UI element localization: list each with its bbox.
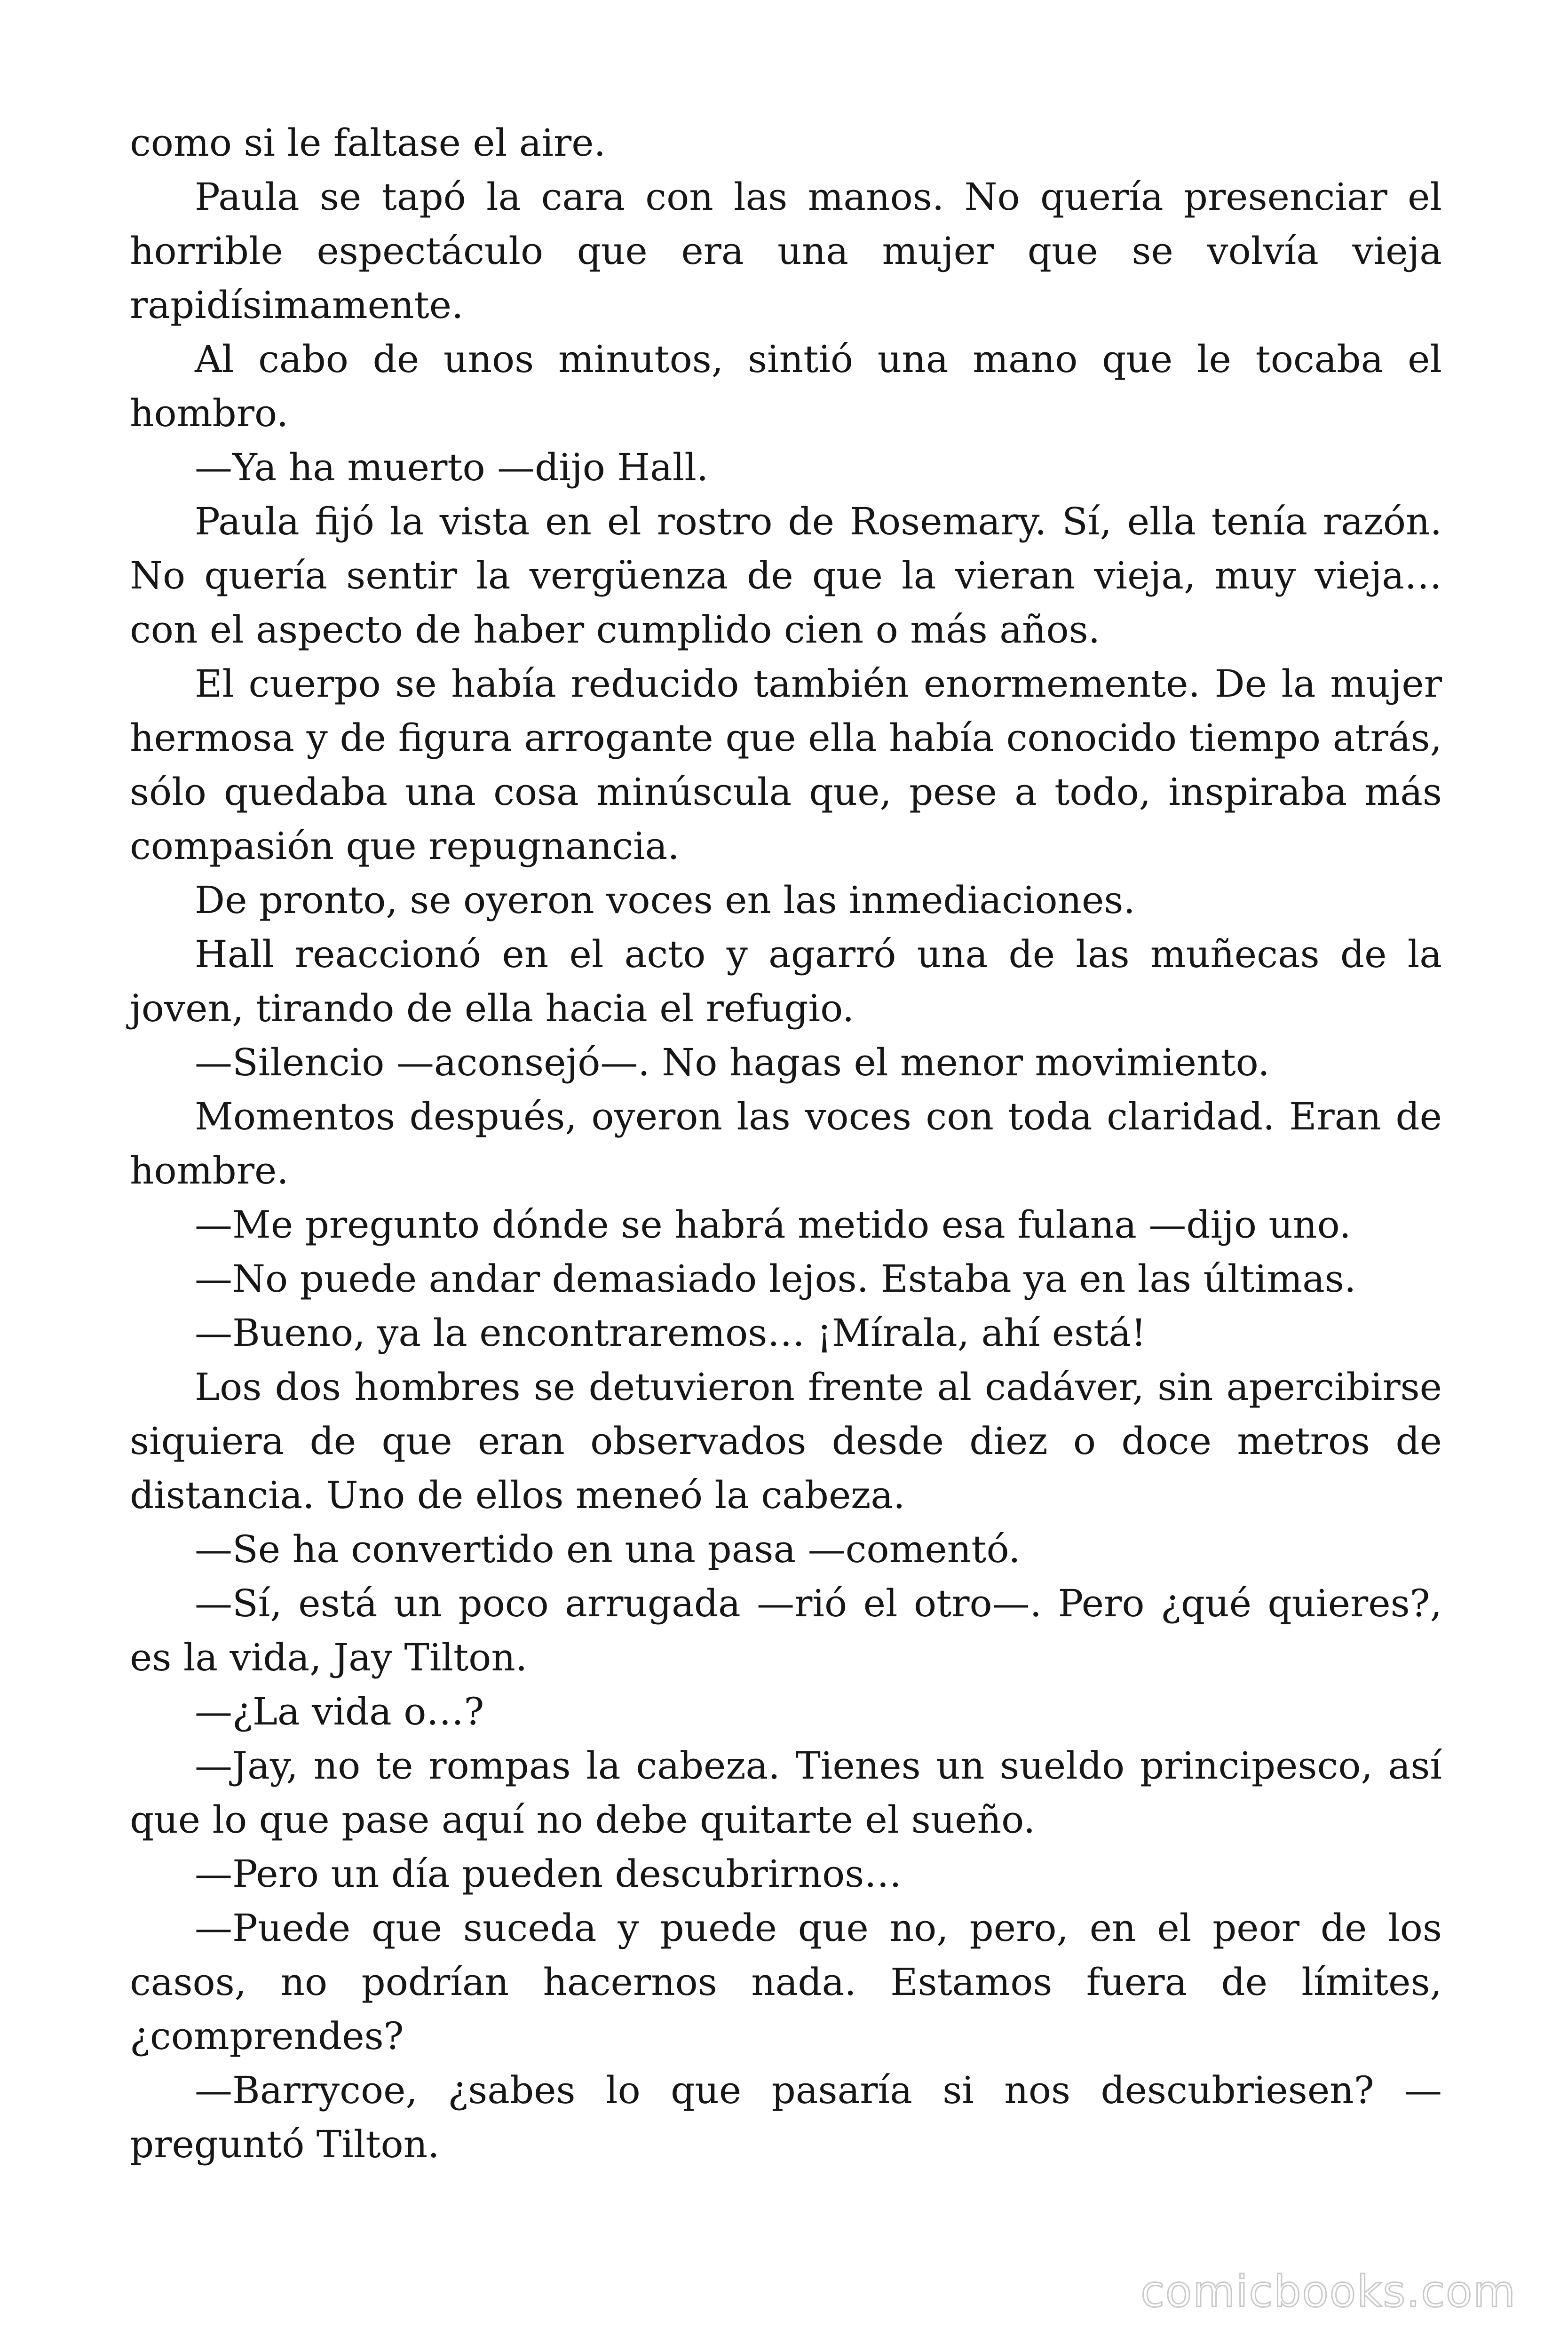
paragraph: —Bueno, ya la encontraremos… ¡Mírala, ahí está! [195, 1311, 1147, 1355]
paragraph: —Se ha convertido en una pasa —comentó. [195, 1527, 1021, 1571]
paragraph: Paula fijó la vista en el rostro de Rosemary. Sí, ella tenía razón. No quería sentir la vergüenza de que la vieran vieja, muy vieja… con el aspecto de haber cumplido cien o más años. [130, 500, 1442, 652]
paragraph: Al cabo de unos minutos, sintió una mano que le tocaba el hombro. [130, 337, 1442, 435]
paragraph: —Pero un día pueden descubrirnos… [195, 1852, 902, 1896]
paragraph: El cuerpo se había reducido también enormemente. De la mujer hermosa y de figura arrogante que ella había conocido tiempo atrás, sólo quedaba una cosa minúscula que, pese a todo, inspiraba más compasión que repugnancia. [130, 662, 1442, 868]
page-body-text [130, 116, 1442, 2171]
paragraph: —Jay, no te rompas la cabeza. Tienes un sueldo principesco, así que lo que pase aquí no debe quitarte el sueño. [130, 1744, 1442, 1842]
paragraph: —Barrycoe, ¿sabes lo que pasaría si nos descubriesen? — preguntó Tilton. [130, 2068, 1442, 2166]
watermark: comicbooks.com [1140, 2266, 1516, 2317]
paragraph: —Me pregunto dónde se habrá metido esa fulana —dijo uno. [195, 1203, 1351, 1247]
paragraph: —Ya ha muerto —dijo Hall. [195, 445, 709, 489]
paragraph: —Puede que suceda y puede que no, pero, en el peor de los casos, no podrían hacernos nada. Estamos fuera de límites, ¿comprendes? [130, 1906, 1442, 2058]
paragraph: —No puede andar demasiado lejos. Estaba ya en las últimas. [195, 1257, 1356, 1301]
paragraph: —Sí, está un poco arrugada —rió el otro—. Pero ¿qué quieres?, es la vida, Jay Tilton. [130, 1581, 1442, 1679]
paragraph: Hall reaccionó en el acto y agarró una de las muñecas de la joven, tirando de ella hacia el refugio. [130, 932, 1442, 1030]
paragraph: —¿La vida o…? [195, 1690, 484, 1733]
paragraph: De pronto, se oyeron voces en las inmediaciones. [195, 878, 1135, 922]
paragraph: Paula se tapó la cara con las manos. No quería presenciar el horrible espectáculo que era una mujer que se volvía vieja rapidísimamente. [130, 175, 1442, 327]
paragraph: —Silencio —aconsejó—. No hagas el menor movimiento. [195, 1041, 1270, 1084]
paragraph: como si le faltase el aire. [130, 121, 606, 165]
paragraph: Momentos después, oyeron las voces con toda claridad. Eran de hombre. [130, 1095, 1442, 1192]
paragraph: Los dos hombres se detuvieron frente al cadáver, sin apercibirse siquiera de que eran observados desde diez o doce metros de distancia. Uno de ellos meneó la cabeza. [130, 1365, 1442, 1517]
